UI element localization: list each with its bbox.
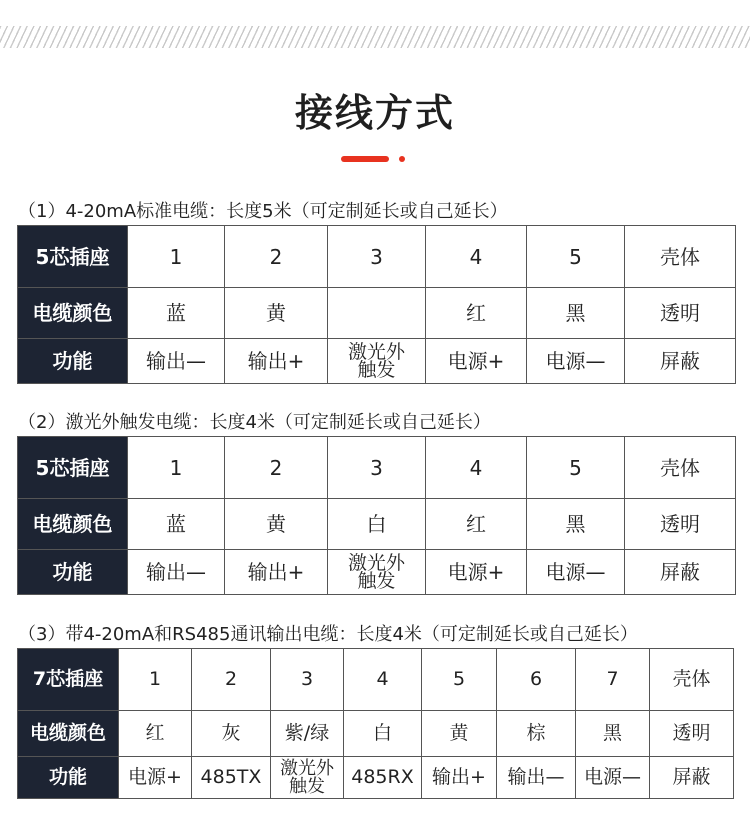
title-underline-dot bbox=[399, 156, 405, 162]
page-title: 接线方式 bbox=[294, 91, 455, 135]
table-cell: 3 bbox=[271, 649, 344, 711]
table-cell: 灰 bbox=[192, 711, 271, 757]
table-cell: 3 bbox=[328, 226, 426, 288]
table-cell: 屏蔽 bbox=[625, 339, 736, 384]
row-header: 功能 bbox=[18, 757, 119, 799]
table-cell: 透明 bbox=[625, 288, 736, 339]
table-row bbox=[18, 711, 734, 757]
table-cell: 6 bbox=[497, 649, 576, 711]
table-cell: 5 bbox=[422, 649, 497, 711]
table-cell: 壳体 bbox=[650, 649, 734, 711]
table-row bbox=[18, 339, 736, 384]
table-row bbox=[18, 550, 736, 595]
table-cell: 激光外 触发 bbox=[328, 339, 426, 384]
section-2-caption: （2）激光外触发电缆：长度4米（可定制延长或自己延长） bbox=[18, 412, 491, 433]
row-header: 电缆颜色 bbox=[18, 288, 128, 339]
table-cell: 激光外 触发 bbox=[271, 757, 344, 799]
table-cell: 黄 bbox=[225, 499, 328, 550]
table-cell: 输出— bbox=[128, 339, 225, 384]
table-cell: 4 bbox=[426, 226, 527, 288]
table-cell: 黑 bbox=[527, 288, 625, 339]
table-cell: 白 bbox=[328, 499, 426, 550]
table-cell: 黄 bbox=[225, 288, 328, 339]
table-cell: 1 bbox=[119, 649, 192, 711]
table-cell: 透明 bbox=[625, 499, 736, 550]
table-cell: 5 bbox=[527, 226, 625, 288]
table-row bbox=[18, 649, 734, 711]
row-header: 电缆颜色 bbox=[18, 711, 119, 757]
table-cell bbox=[328, 288, 426, 339]
table-cell: 电源+ bbox=[426, 339, 527, 384]
table-cell: 屏蔽 bbox=[650, 757, 734, 799]
table-cell: 红 bbox=[426, 499, 527, 550]
table-cell: 壳体 bbox=[625, 437, 736, 499]
table-cell: 4 bbox=[426, 437, 527, 499]
table-cell: 黑 bbox=[527, 499, 625, 550]
table-cell: 2 bbox=[225, 226, 328, 288]
row-header: 7芯插座 bbox=[18, 649, 119, 711]
row-header: 电缆颜色 bbox=[18, 499, 128, 550]
table-cell: 485RX bbox=[344, 757, 422, 799]
table-cell: 输出— bbox=[128, 550, 225, 595]
row-header: 5芯插座 bbox=[18, 226, 128, 288]
table-cell: 电源— bbox=[576, 757, 650, 799]
section-1-caption: （1）4-20mA标准电缆：长度5米（可定制延长或自己延长） bbox=[18, 201, 508, 222]
table-cell: 紫/绿 bbox=[271, 711, 344, 757]
table-cell: 红 bbox=[426, 288, 527, 339]
row-header: 5芯插座 bbox=[18, 437, 128, 499]
table-cell: 2 bbox=[225, 437, 328, 499]
table-cell: 5 bbox=[527, 437, 625, 499]
decorative-stripe-band bbox=[0, 26, 750, 48]
table-cell: 蓝 bbox=[128, 499, 225, 550]
table-row bbox=[18, 757, 734, 799]
title-underline-bar bbox=[341, 156, 389, 162]
section-3-caption: （3）带4-20mA和RS485通讯输出电缆：长度4米（可定制延长或自己延长） bbox=[18, 624, 638, 645]
table-cell: 黑 bbox=[576, 711, 650, 757]
table-row bbox=[18, 226, 736, 288]
row-header: 功能 bbox=[18, 339, 128, 384]
table-row bbox=[18, 437, 736, 499]
wiring-table-3 bbox=[17, 648, 734, 799]
table-cell: 电源+ bbox=[426, 550, 527, 595]
table-cell: 红 bbox=[119, 711, 192, 757]
table-cell: 输出+ bbox=[225, 339, 328, 384]
table-row bbox=[18, 499, 736, 550]
table-cell: 输出— bbox=[497, 757, 576, 799]
table-cell: 2 bbox=[192, 649, 271, 711]
table-row bbox=[18, 288, 736, 339]
table-cell: 3 bbox=[328, 437, 426, 499]
table-cell: 透明 bbox=[650, 711, 734, 757]
table-cell: 壳体 bbox=[625, 226, 736, 288]
table-cell: 1 bbox=[128, 226, 225, 288]
wiring-table-1 bbox=[17, 225, 736, 384]
table-cell: 蓝 bbox=[128, 288, 225, 339]
table-cell: 电源— bbox=[527, 339, 625, 384]
wiring-table-2 bbox=[17, 436, 736, 595]
table-cell: 电源— bbox=[527, 550, 625, 595]
table-cell: 白 bbox=[344, 711, 422, 757]
table-cell: 黄 bbox=[422, 711, 497, 757]
table-cell: 1 bbox=[128, 437, 225, 499]
table-cell: 4 bbox=[344, 649, 422, 711]
table-cell: 屏蔽 bbox=[625, 550, 736, 595]
table-cell: 7 bbox=[576, 649, 650, 711]
row-header: 功能 bbox=[18, 550, 128, 595]
table-cell: 棕 bbox=[497, 711, 576, 757]
table-cell: 485TX bbox=[192, 757, 271, 799]
table-cell: 输出+ bbox=[225, 550, 328, 595]
table-cell: 输出+ bbox=[422, 757, 497, 799]
table-cell: 激光外 触发 bbox=[328, 550, 426, 595]
table-cell: 电源+ bbox=[119, 757, 192, 799]
